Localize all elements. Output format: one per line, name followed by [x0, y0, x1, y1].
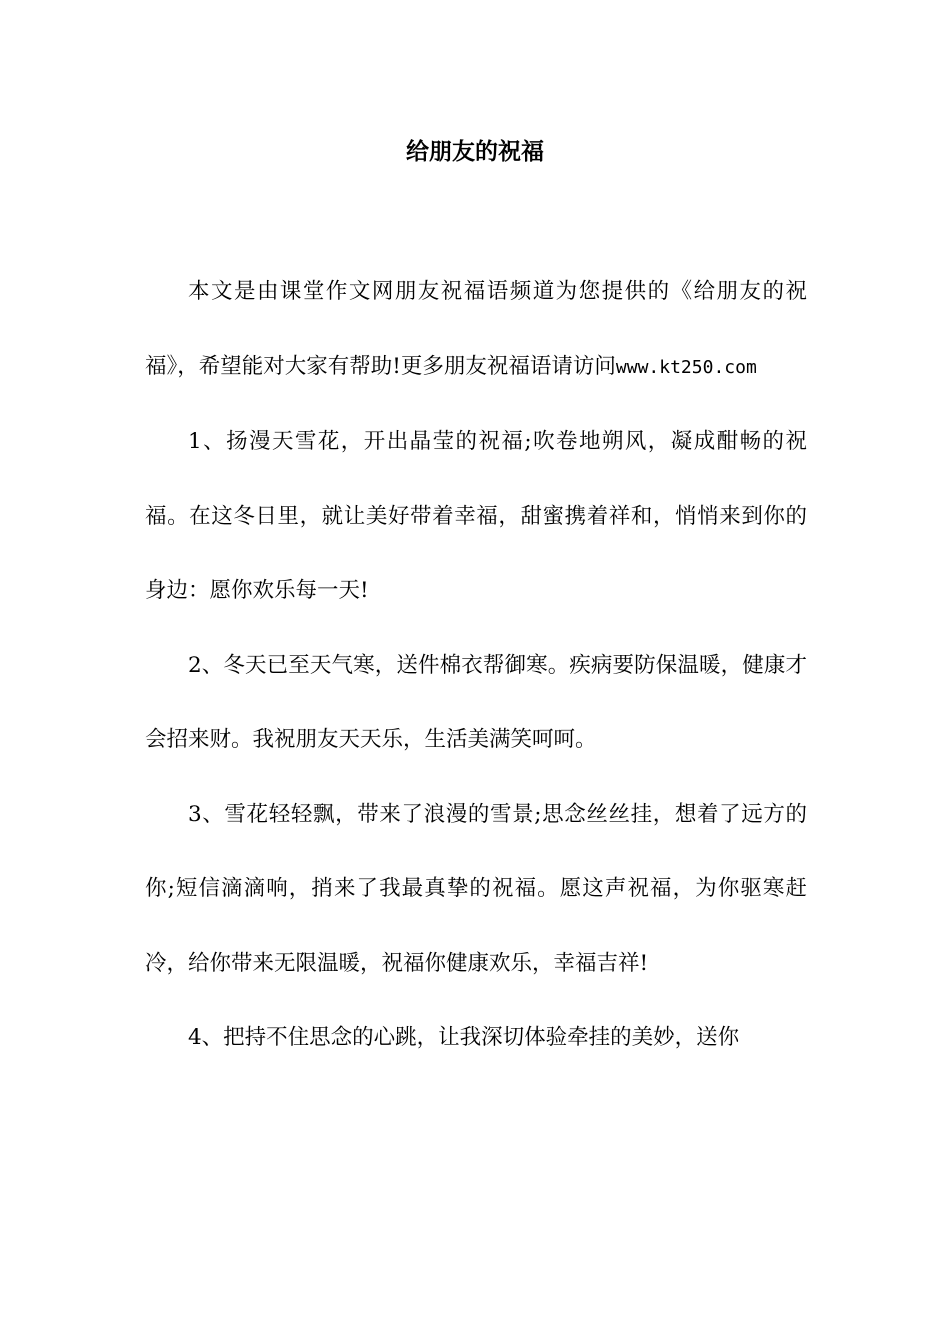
document-title: 给朋友的祝福: [406, 138, 544, 165]
wish-paragraph-2: 2、冬天已至天气寒，送件棉衣帮御寒。疾病要防保温暖，健康才会招来财。我祝朋友天天乐，生活美满笑呵呵。: [145, 652, 807, 752]
wish-paragraph-4: 4、把持不住思念的心跳，让我深切体验牵挂的美妙，送你: [188, 1025, 740, 1050]
intro-paragraph: [145, 255, 807, 405]
site-url: www.kt250.com: [615, 356, 757, 378]
wish-paragraph-1: 1、扬漫天雪花，开出晶莹的祝福;吹卷地朔风，凝成酣畅的祝福。在这冬日里，就让美好带着幸福，甜蜜携着祥和，悄悄来到你的身边：愿你欢乐每一天!: [145, 429, 807, 603]
wish-paragraph-3: 3、雪花轻轻飘，带来了浪漫的雪景;思念丝丝挂，想着了远方的你;短信滴滴响，捎来了我最真挚的祝福。愿这声祝福，为你驱寒赶冷，给你带来无限温暖，祝福你健康欢乐，幸福吉祥!: [145, 801, 807, 976]
intro-text: 本文是由课堂作文网朋友祝福语频道为您提供的《给朋友的祝福》，希望能对大家有帮助!更多朋友祝福语请访问: [145, 279, 807, 379]
document-body: [145, 255, 807, 1076]
